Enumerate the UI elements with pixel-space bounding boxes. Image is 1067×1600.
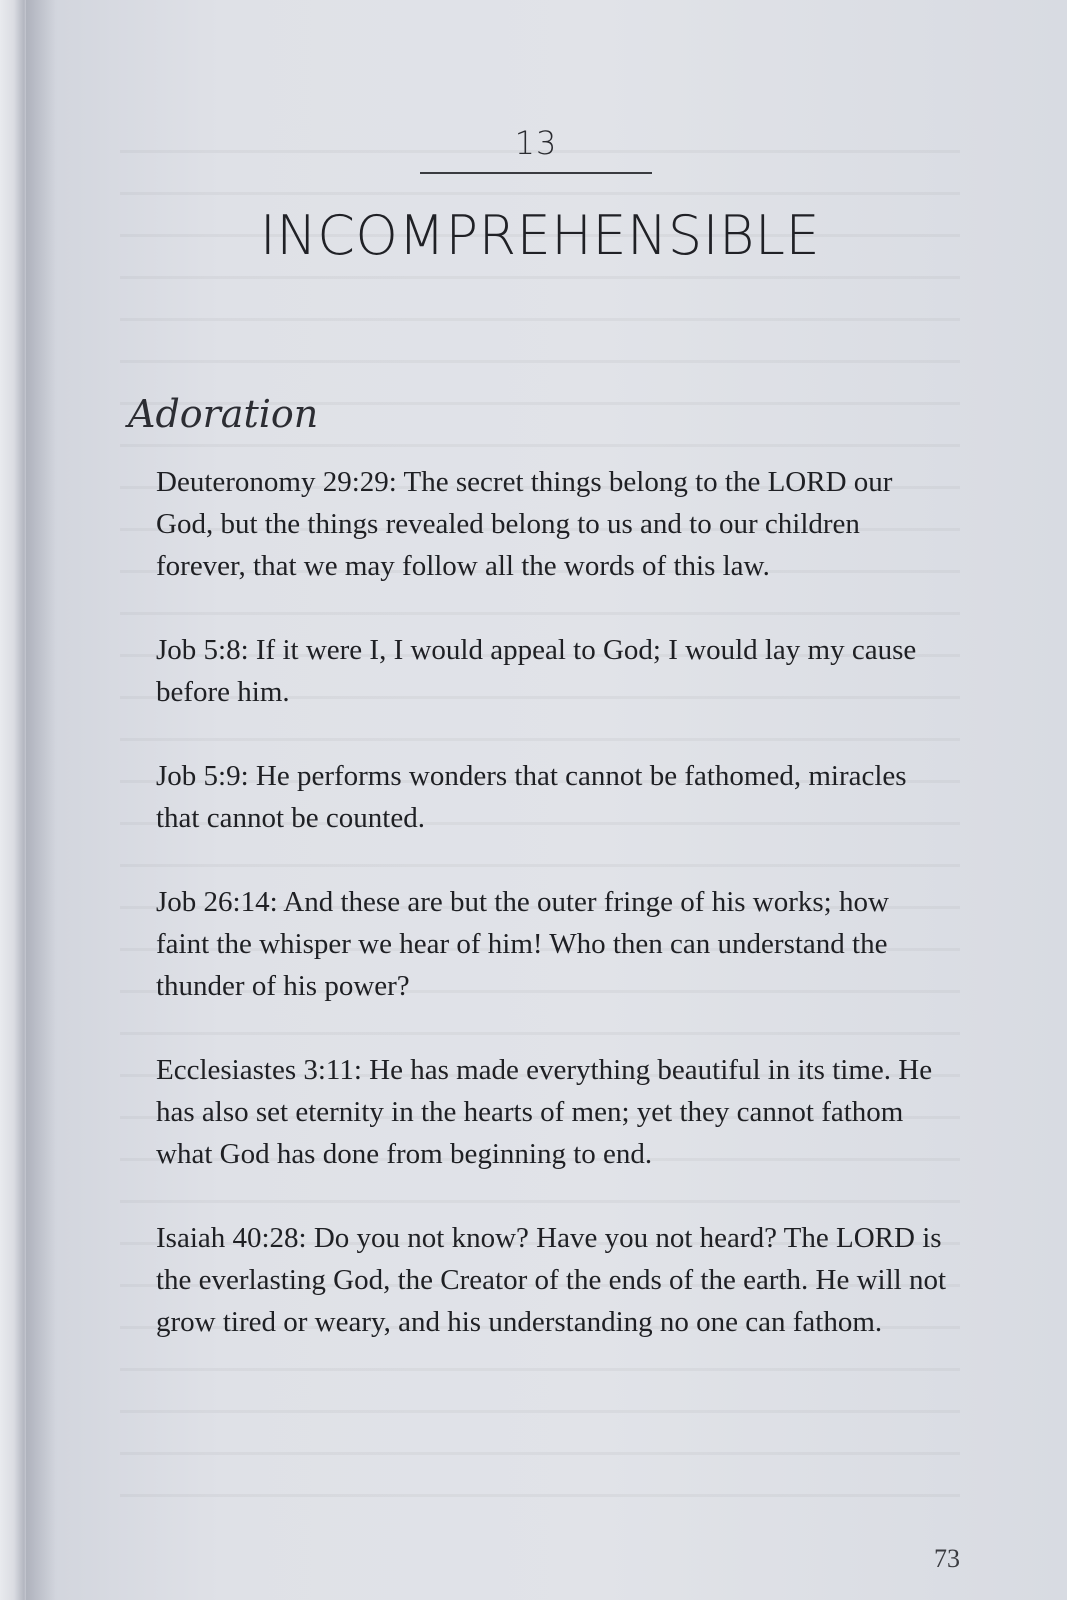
page-number: 73 xyxy=(934,1544,960,1573)
verse-paragraph: Ecclesiastes 3:11: He has made everything beautiful in its time. He has also set eternity in the hearts of men; yet they cannot fathom what God has done from beginning to end. xyxy=(156,1054,933,1170)
verse-list xyxy=(156,461,946,1385)
chapter-rule xyxy=(420,172,652,174)
section-heading: Adoration xyxy=(128,392,319,436)
verse-paragraph: Isaiah 40:28: Do you not know? Have you not heard? The LORD is the everlasting God, the Creator of the ends of the earth. He will not grow tired or weary, and his understanding no one can fathom. xyxy=(156,1222,947,1338)
verse-paragraph: Job 26:14: And these are but the outer fringe of his works; how faint the whisper we hear of him! Who then can understand the thunder of his power? xyxy=(156,886,889,1002)
verse-paragraph: Job 5:9: He performs wonders that cannot be fathomed, miracles that cannot be counted. xyxy=(156,760,907,834)
verse-paragraph: Deuteronomy 29:29: The secret things belong to the LORD our God, but the things revealed belong to us and to our children forever, that we may follow all the words of this law. xyxy=(156,466,893,582)
gutter-shadow xyxy=(26,0,56,1600)
chapter-number: 13 xyxy=(514,124,558,162)
verse-paragraph: Job 5:8: If it were I, I would appeal to God; I would lay my cause before him. xyxy=(156,634,917,708)
page-spine-edge xyxy=(0,0,26,1600)
chapter-title: INCOMPREHENSIBLE xyxy=(259,204,821,267)
